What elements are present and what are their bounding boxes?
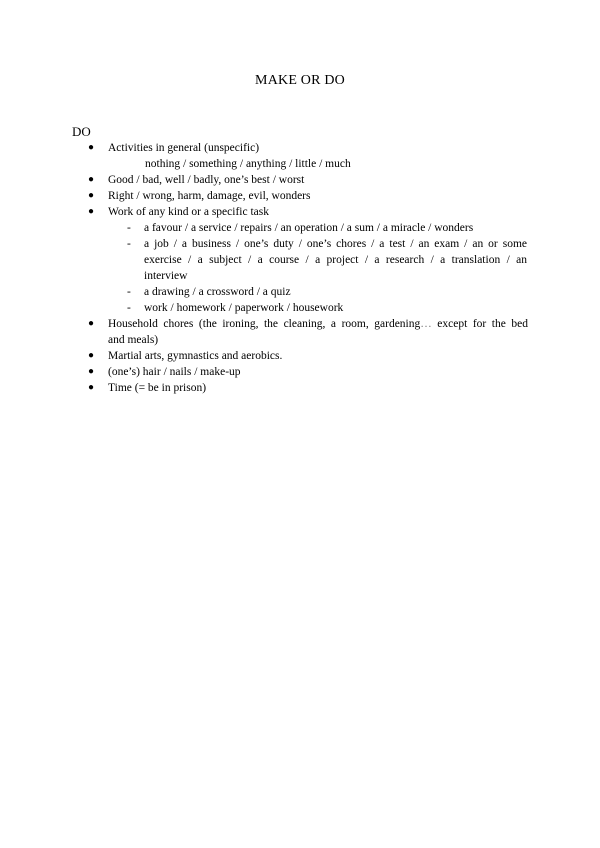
dash-icon: - — [127, 238, 131, 250]
sub-list-item-continuation — [0, 268, 600, 284]
bullet-icon: ● — [88, 206, 95, 217]
sub-list-item — [0, 300, 600, 316]
sub-list-item — [0, 284, 600, 300]
list-item-text-main: Household chores (the ironing, the cleaning, a room, gardening — [108, 318, 421, 330]
list-item — [0, 204, 600, 220]
list-item-text: and meals) — [108, 334, 159, 346]
dash-icon: - — [127, 286, 131, 298]
sub-list-item-text: interview — [144, 270, 188, 282]
sub-list-item-text: a drawing / a crossword / a quiz — [144, 286, 291, 298]
section-label-do: DO — [72, 124, 91, 139]
list-item — [0, 380, 600, 396]
bullet-icon: ● — [88, 350, 95, 361]
dash-icon: - — [127, 222, 131, 234]
list-item-continuation — [0, 332, 600, 348]
bullet-icon: ● — [88, 318, 95, 329]
list-item-text: Time (= be in prison) — [108, 382, 207, 394]
list-item-text: Right / wrong, harm, damage, evil, wonders — [108, 190, 311, 202]
bullet-icon: ● — [88, 142, 95, 153]
sub-list-item-continuation — [0, 252, 600, 268]
list-item — [0, 348, 600, 364]
list-item — [0, 188, 600, 204]
list-item — [0, 172, 600, 188]
sub-list-item — [0, 220, 600, 236]
list-item — [0, 364, 600, 380]
ellipsis: … — [420, 318, 432, 330]
list-item-text: nothing / something / anything / little / much — [145, 158, 351, 170]
list-item-text: Work of any kind or a specific task — [108, 206, 269, 218]
bullet-icon: ● — [88, 174, 95, 185]
sub-list-item-text: a favour / a service / repairs / an operation / a sum / a miracle / wonders — [144, 222, 474, 234]
sub-list-item-text: exercise / a subject / a course / a project / a research / a translation / an — [144, 254, 527, 266]
list-item-text-tail: except for the bed — [431, 318, 528, 330]
list-item-text: Good / bad, well / badly, one’s best / worst — [108, 174, 305, 186]
page-title: MAKE OR DO — [255, 73, 345, 88]
list-item-text: Activities in general (unspecific) — [108, 142, 260, 154]
list-item-text: Martial arts, gymnastics and aerobics. — [108, 350, 283, 362]
dash-icon: - — [127, 302, 131, 314]
sub-list-item-text: work / homework / paperwork / housework — [144, 302, 344, 314]
bullet-icon: ● — [88, 190, 95, 201]
list-item-text — [108, 316, 528, 332]
bullet-icon: ● — [88, 366, 95, 377]
sub-list-item — [0, 236, 600, 252]
sub-list-item-text: a job / a business / one’s duty / one’s chores / a test / an exam / an or some — [144, 238, 527, 250]
list-item — [0, 140, 600, 156]
do-list — [0, 140, 600, 396]
bullet-icon: ● — [88, 382, 95, 393]
list-item-text: (one’s) hair / nails / make-up — [108, 366, 241, 378]
list-item — [0, 316, 600, 332]
list-item-continuation — [0, 156, 600, 172]
